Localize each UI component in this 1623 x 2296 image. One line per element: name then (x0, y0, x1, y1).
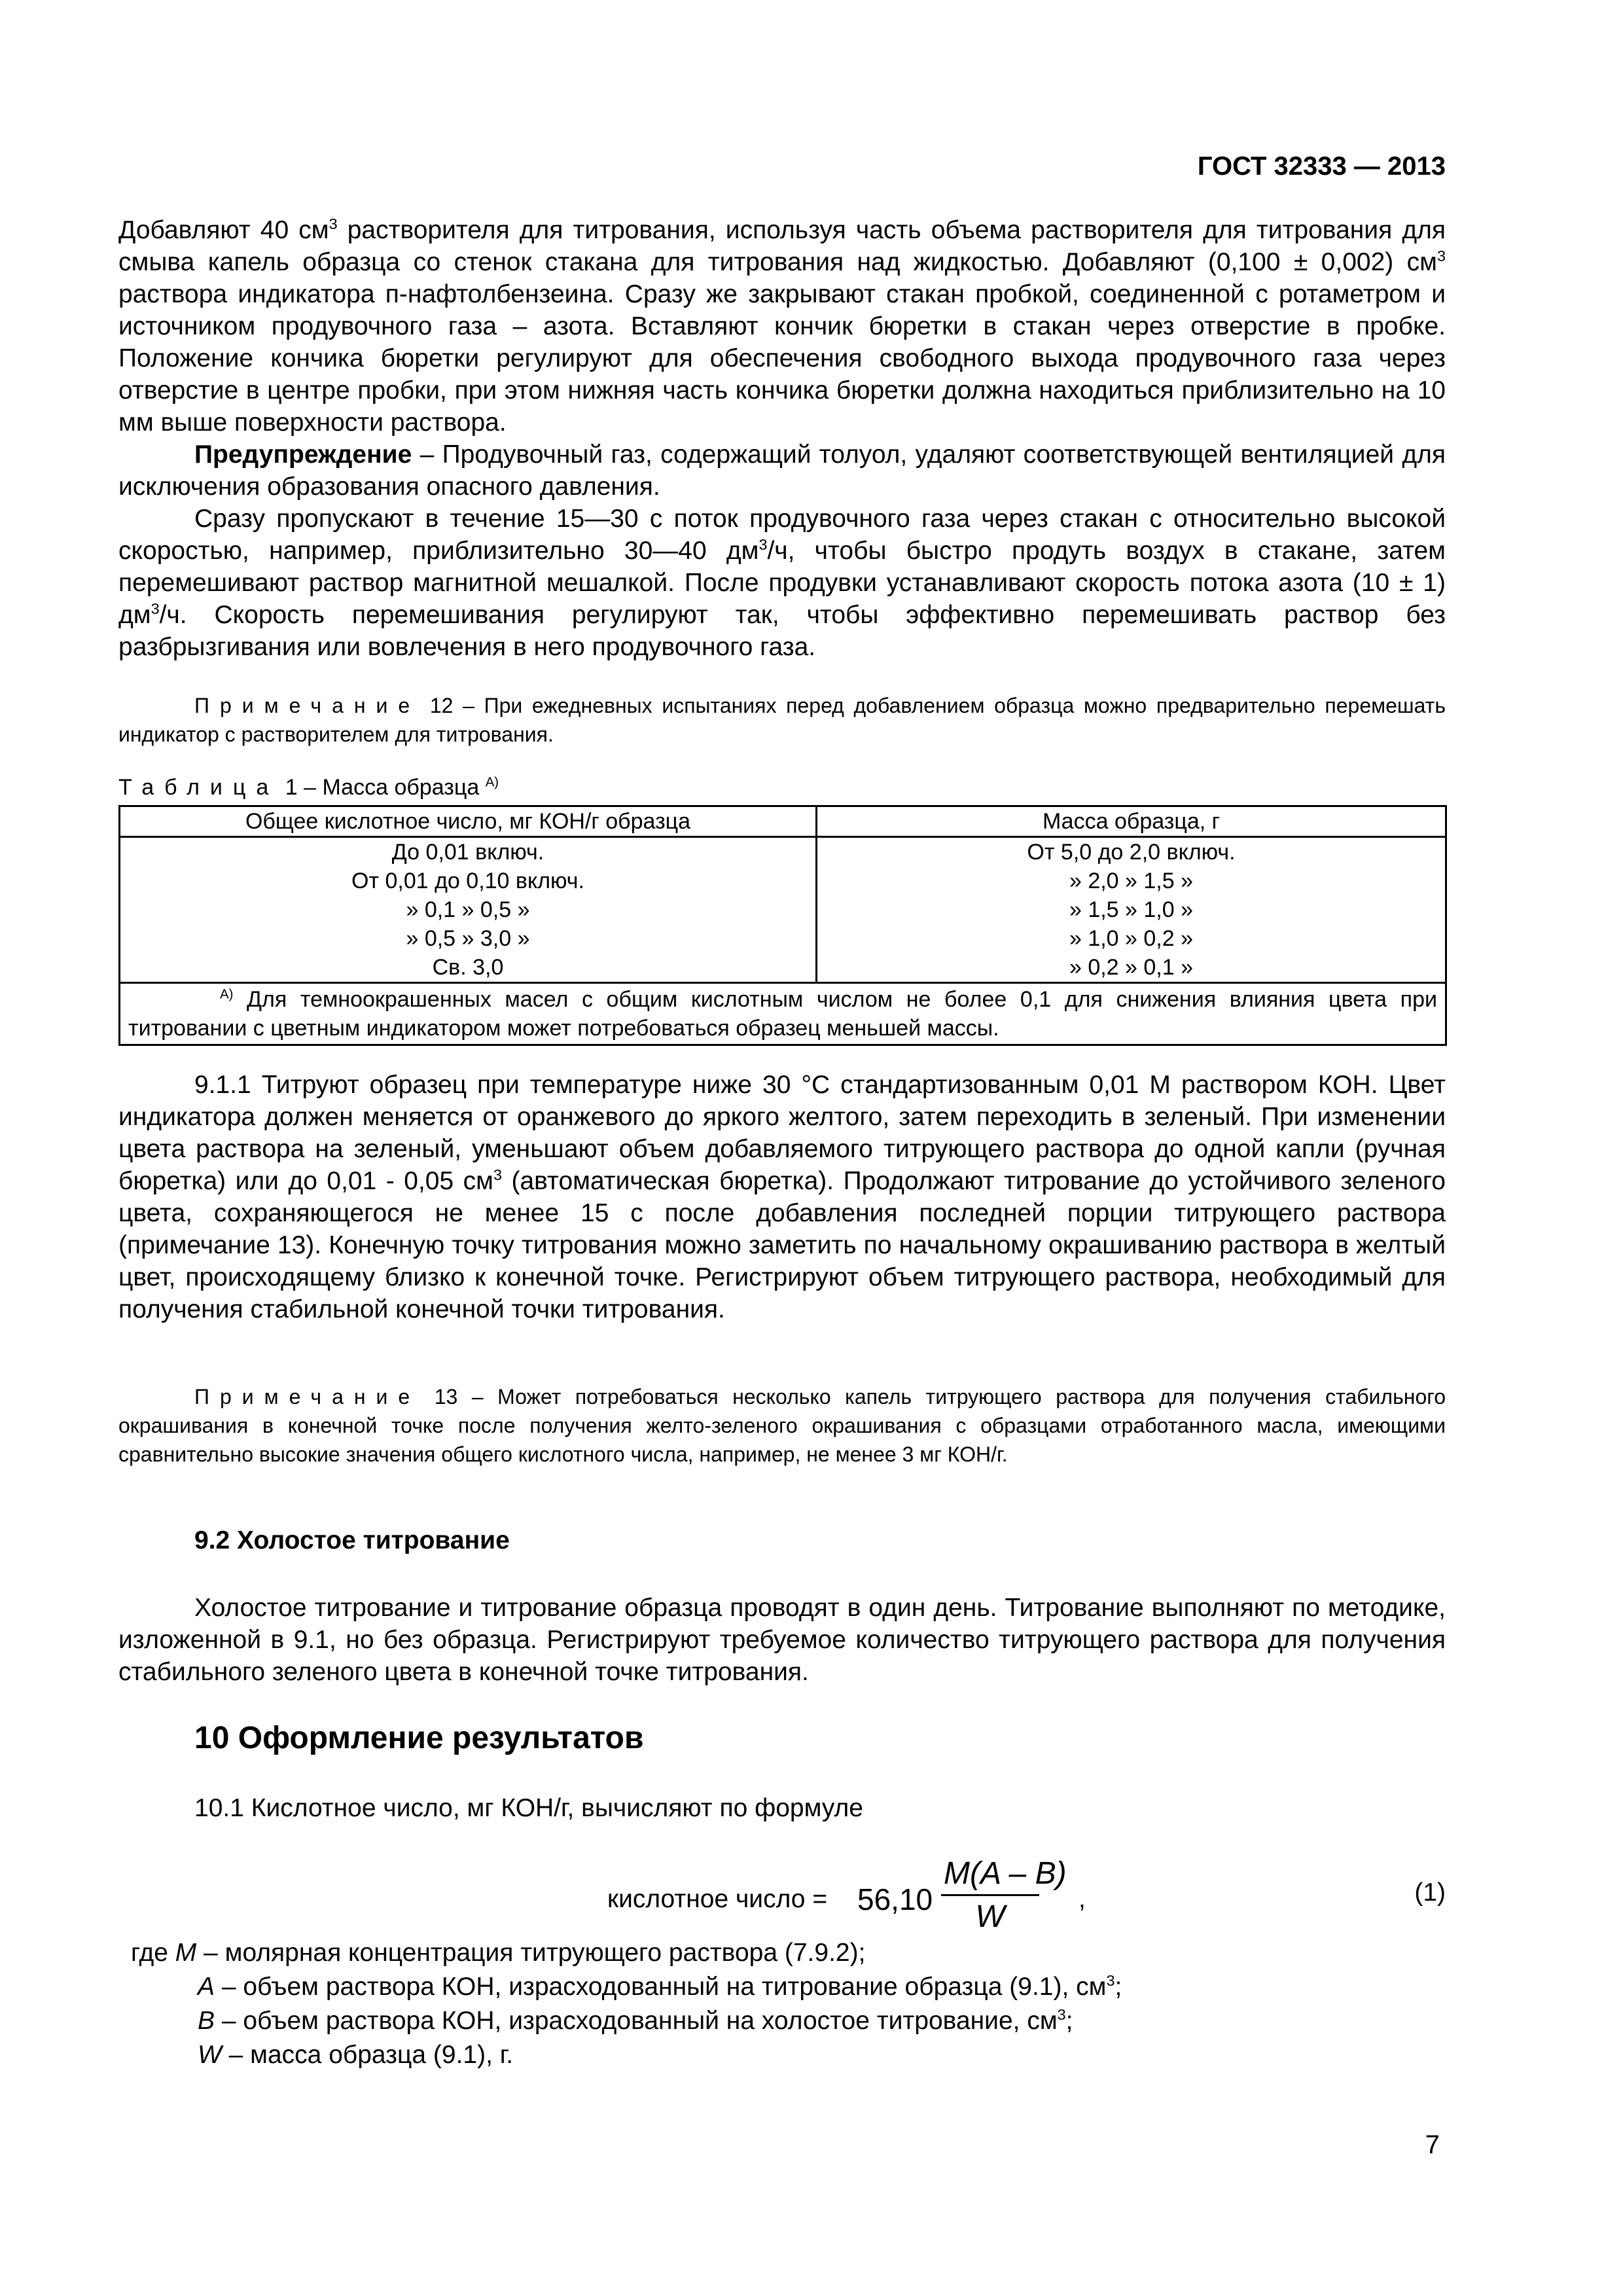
note-label: Примечание (194, 1385, 421, 1408)
table-row (120, 837, 1446, 983)
formula-lhs: кислотное число = (607, 1885, 828, 1913)
section-9-1-1 (118, 1069, 1446, 1325)
document-page: ГОСТ 32333 — 2013 Добавляют 40 $см^3$ растворителя для титрования, используя часть объема растворителя для титрования для смыва капель образца со стенок стакана для титрования над жидкостью. Добавляют (0,100 ± 0,002) $см^3$ раствора индикатора п-нафтолбензеина. Сразу же закрывают стакан пробкой, соединенной с ротаметром и источником продувочного газа – азота. Вставляют кончик бюретки в стакан через отверстие в пробке. Положение кончика бюретки регулируют для обеспечения свободного выхода продувочного газа через отверстие в центре пробки, при этом нижняя часть кончика бюретки должна находиться приблизительно на 10 мм выше поверхности раствора. Предупреждение – Продувочный газ, содержащий толуол, удаляют соответствующей вентиляцией для исключения образования опасного давления. Сразу пропускают в течение 15—30 с поток продувочного газа через стакан с относительно высокой скоростью, например, приблизительно 30—40 $дм^3/ч$, чтобы быстро продуть воздух в стакане, затем перемешивают раствор магнитной мешалкой. После продувки устанавливают скорость потока азота (10 ± 1) $дм^3/ч$. Скорость перемешивания регулируют так, чтобы эффективно перемешивать раствор без разбрызгивания или вовлечения в него продувочного газа. Примечание 12 – При ежедневных испытаниях перед добавлением образца можно предварительно перемешать индикатор с растворителем для титрования. Таблица 1 – Масса образца $^{А)}$ Общее кислотное число, мг КОН/г образца Масса образца, г До 0,01 включ. От 0,01 до 0,10 включ. » 0,1 » 0,5 » » 0,5 » 3,0 » Св. 3,0 От 5,0 до 2,0 включ. » 2,0 » 1,5 » » 1,5 » 1,0 » » 1,0 » 0,2 » » 0,2 » 0,1 » $^{А)}$ Для темноокрашенных масел с общим кислотным числом не более 0,1 для снижения влияния цвета при титровании с цветным индикатором может потребоваться образец меньшей массы. 9.1.1 Титруют образец при температуре ниже 30 °С стандартизованным 0,01 М раствором КОН. Цвет индикатора должен меняется от оранжевого до яркого желтого, затем переходить в зеленый. При изменении цвета раствора на зеленый, уменьшают объем добавляемого титрующего раствора до одной капли (ручная бюретка) или до 0,01 - 0,05 $см^3$ (автоматическая бюретка). Продолжают титрование до устойчивого зеленого цвета, сохраняющегося не менее 15 с после добавления последней порции титрующего раствора (примечание 13). Конечную точку титрования можно заметить по начальному окрашиванию раствора в желтый цвет, происходящему близко к конечной точке. Регистрируют объем титрующего раствора, необходимый для получения стабильной конечной точки титрования. Примечание 13 – Может потребоваться несколько капель титрующего раствора для получения стабильного окрашивания в конечной точке после получения желто-зеленого окрашивания с образцами отработанного масла, имеющими сравнительно высокие значения общего кислотного числа, например, не менее 3 мг КОН/г. 9.2 Холостое титрование Холостое титрование и титрование образца проводят в один день. Титрование выполняют по методике, изложенной в 9.1, но без образца. Регистрируют требуемое количество титрующего раствора для получения стабильного зеленого цвета в конечной точке титрования. 10 Оформление результатов 10.1 Кислотное число, мг КОН/г, вычисляют по формуле кислотное число = 56,10 $\frac{M(A - B)}{W}$ , (1) где M – молярная концентрация титрующего раствора (7.9.2); A – объем раствора КОН, израсходованный на титрование образца (9.1), $см^3$; B – объем раствора КОН, израсходованный на холостое титрование, $см^3$; W – масса образца (9.1), г. 7 (118, 152, 1446, 2159)
section-9-2-title: 9.2 Холостое титрование (194, 1526, 510, 1554)
formula-denominator: W (975, 1899, 1005, 1934)
formula-fraction (941, 1856, 1067, 1935)
sample-mass-table (118, 805, 1447, 1046)
sample-mass-cell: От 5,0 до 2,0 включ. » 2,0 » 1,5 » » 1,5 » 1,0 » » 1,0 » 0,2 » » 0,2 » 0,1 » (817, 837, 1446, 983)
warning-paragraph: Предупреждение – Продувочный газ, содержащий толуол, удаляют соответствующей вентиляцией для исключения образования опасного давления. (118, 440, 1446, 501)
note-12: Примечание 12 – При ежедневных испытаниях перед добавлением образца можно предварительно перемешать индикатор с растворителем для титрования. (118, 694, 1446, 746)
column-header-acid-number: Общее кислотное число, мг КОН/г образца (120, 806, 817, 837)
standard-header: ГОСТ 32333 — 2013 (1197, 152, 1446, 181)
definition-m: где M – молярная концентрация титрующего раствора (7.9.2); (131, 1939, 866, 1967)
formula-numerator: M(A – B) (941, 1856, 1039, 1896)
definition-w: W – масса образца (9.1), г. (198, 2041, 514, 2069)
paragraph-titration: 9.1.1 Титруют образец при температуре ниже 30 °С стандартизованным 0,01 М раствором КОН. Цвет индикатора должен меняется от оранжевого до яркого желтого, затем переходить в зеленый. При изменении цвета раствора на зеленый, уменьшают объем добавляемого титрующего раствора до одной капли (ручная бюретка) или до 0,01 - 0,05 $см^3$ (автоматическая бюретка). Продолжают титрование до устойчивого зеленого цвета, сохраняющегося не менее 15 с после добавления последней порции титрующего раствора (примечание 13). Конечную точку титрования можно заметить по начальному окрашиванию раствора в желтый цвет, происходящему близко к конечной точке. Регистрируют объем титрующего раствора, необходимый для получения стабильной конечной точки титрования. (118, 1071, 1446, 1323)
table-header-row (120, 806, 1446, 837)
table-footnote-row (120, 983, 1446, 1045)
table-footnote: $^{А)}$ Для темноокрашенных масел с общим кислотным числом не более 0,1 для снижения влияния цвета при титровании с цветным индикатором может потребоваться образец меньшей массы. (120, 983, 1446, 1045)
column-header-sample-mass: Масса образца, г (817, 806, 1446, 837)
note-label: Примечание (194, 694, 421, 717)
section-10-title: 10 Оформление результатов (194, 1721, 644, 1755)
paragraph-add-solvent: Добавляют 40 $см^3$ растворителя для титрования, используя часть объема растворителя для титрования для смыва капель образца со стенок стакана для титрования над жидкостью. Добавляют (0,100 ± 0,002) $см^3$ раствора индикатора п-нафтолбензеина. Сразу же закрывают стакан пробкой, соединенной с ротаметром и источником продувочного газа – азота. Вставляют кончик бюретки в стакан через отверстие в пробке. Положение кончика бюретки регулируют для обеспечения свободного выхода продувочного газа через отверстие в центре пробки, при этом нижняя часть кончика бюретки должна находиться приблизительно на 10 мм выше поверхности раствора. (118, 215, 1446, 437)
formula-coefficient: 56,10 (857, 1882, 933, 1916)
table-caption: Таблица 1 – Масса образца $^{А)}$ (118, 775, 499, 800)
section-9-2-text: Холостое титрование и титрование образца проводят в один день. Титрование выполняют по методике, изложенной в 9.1, но без образца. Регистрируют требуемое количество титрующего раствора для получения стабильного зеленого цвета в конечной точке титрования. (118, 1594, 1446, 1686)
variable-definitions (131, 1936, 1122, 2072)
definition-b: B – объем раствора КОН, израсходованный на холостое титрование, $см^3$; (198, 2006, 1073, 2035)
section-10-1-text: 10.1 Кислотное число, мг КОН/г, вычисляют по формуле (194, 1794, 863, 1822)
warning-label: Предупреждение (194, 440, 412, 469)
paragraph-purge: Сразу пропускают в течение 15—30 с поток продувочного газа через стакан с относительно высокой скоростью, например, приблизительно 30—40 $дм^3/ч$, чтобы быстро продуть воздух в стакане, затем перемешивают раствор магнитной мешалкой. После продувки устанавливают скорость потока азота (10 ± 1) $дм^3/ч$. Скорость перемешивания регулируют так, чтобы эффективно перемешивать раствор без разбрызгивания или вовлечения в него продувочного газа. (118, 505, 1446, 661)
intro-text-block (118, 214, 1446, 663)
note-13: Примечание 13 – Может потребоваться несколько капель титрующего раствора для получения стабильного окрашивания в конечной точке после получения желто-зеленого окрашивания с образцами отработанного масла, имеющими сравнительно высокие значения общего кислотного числа, например, не менее 3 мг КОН/г. (118, 1385, 1446, 1466)
definition-a: A – объем раствора КОН, израсходованный на титрование образца (9.1), $см^3$; (198, 1972, 1122, 2001)
acid-number-cell: До 0,01 включ. От 0,01 до 0,10 включ. » 0,1 » 0,5 » » 0,5 » 3,0 » Св. 3,0 (120, 837, 817, 983)
equation-number: (1) (1414, 1878, 1446, 1907)
page-number: 7 (1425, 2130, 1440, 2159)
